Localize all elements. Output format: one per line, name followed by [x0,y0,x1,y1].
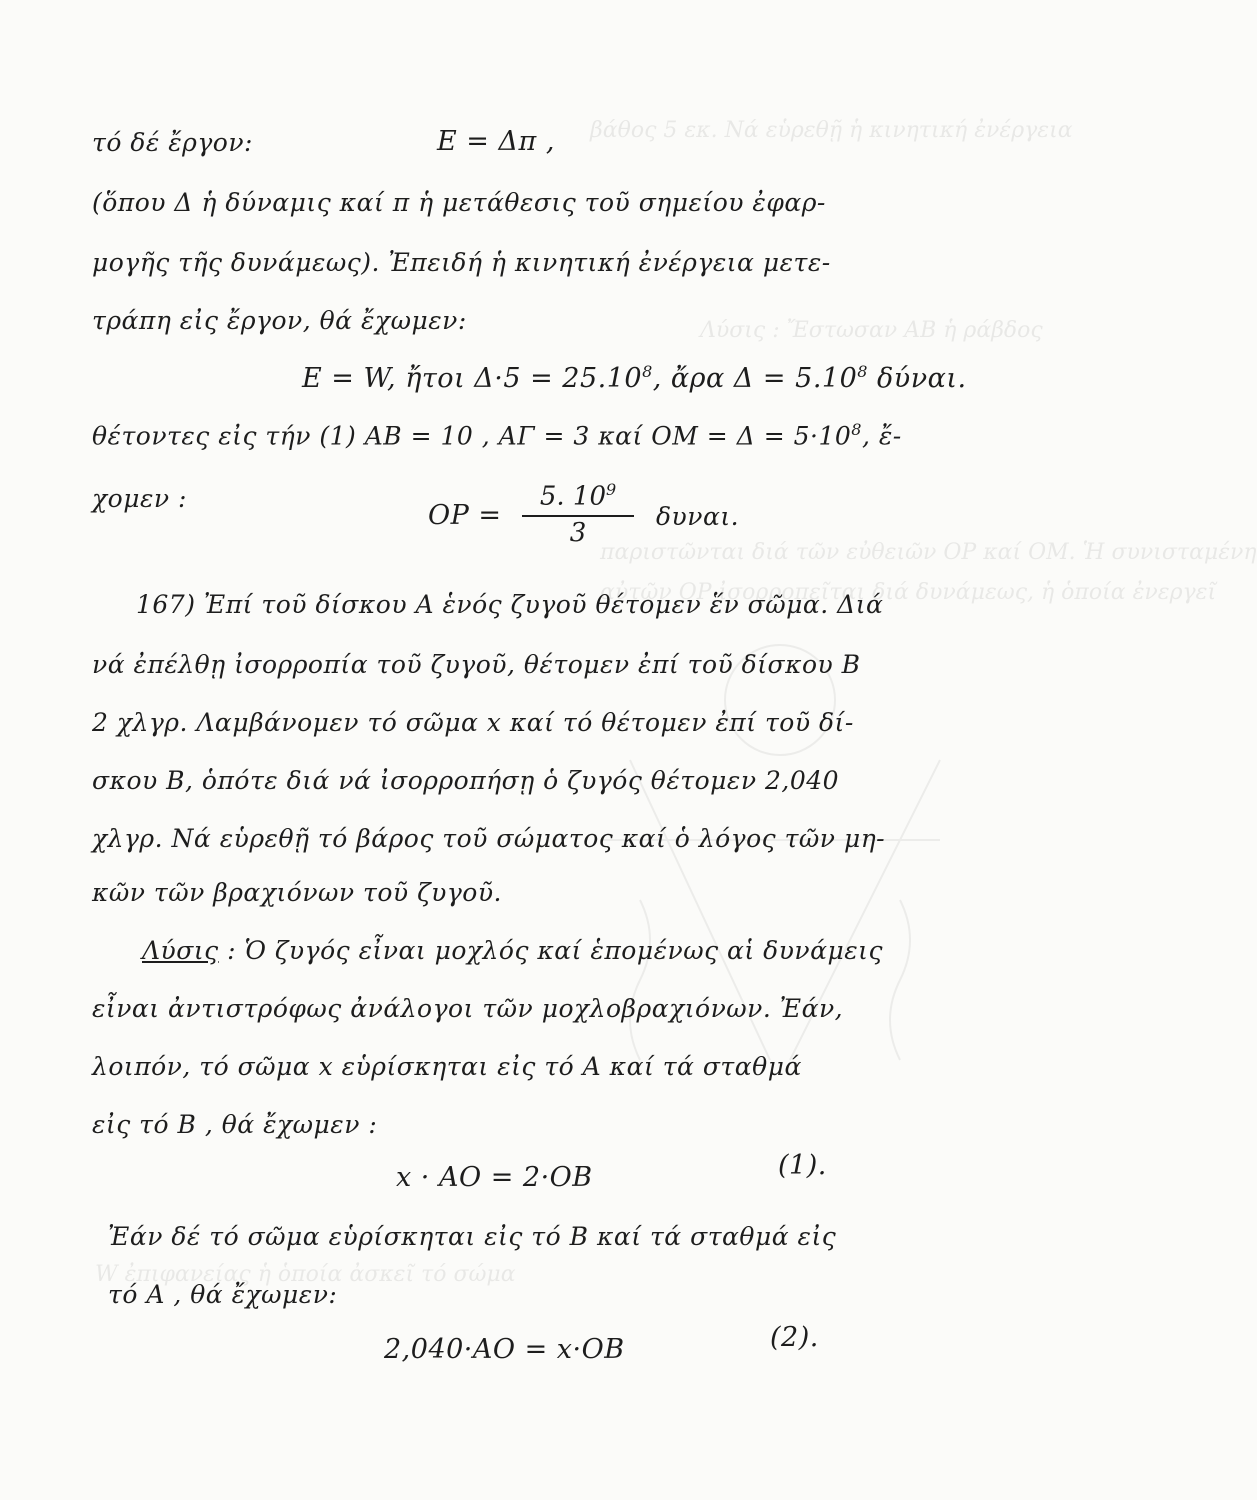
text-line: εἶναι ἀντιστρόφως ἀνάλογοι τῶν μοχλοβραχιόνων. Ἐάν, [92,994,844,1023]
bleed-text: αὐτῶν OP ἰσορροπεῖται διά δυνάμεως, ἡ ὁποία ἐνεργεῖ [600,580,1217,605]
text-line: χομεν : [92,484,187,513]
bleed-text: βάθος 5 εκ. Νά εὑρεθῇ ἡ κινητική ἐνέργεια [590,118,1073,143]
text-line [92,420,902,450]
text-line: (ὅπου Δ ἡ δύναμις καί π ἡ μετάθεσις τοῦ σημείου ἐφαρ- [92,188,826,217]
text-line: λοιπόν, τό σῶμα x εὑρίσκηται εἰς τό A καί τά σταθμά [92,1052,802,1081]
fraction-denominator: 3 [569,518,587,548]
text-line: τό A , θά ἔχωμεν: [108,1280,338,1309]
problem-167-heading: 167) Ἐπί τοῦ δίσκου A ἑνός ζυγοῦ θέτομεν ἕν σῶμα. Διά [136,590,884,619]
exponent: 9 [605,480,617,499]
text-part: θέτοντες εἰς τήν (1) AB = 10 , AΓ = 3 καί OM = Δ = 5·10 [92,421,852,451]
fraction-numerator [522,480,634,512]
fraction-lhs: OP = [428,500,502,531]
text-line: Ἐάν δέ τό σῶμα εὑρίσκηται εἰς τό B καί τά σταθμά εἰς [108,1222,837,1251]
solution-line [142,936,883,965]
text-line: σκου B, ὁπότε διά νά ἰσορροπήσῃ ὁ ζυγός θέτομεν 2,040 [92,766,840,795]
unit-label: δυναι. [656,502,740,531]
text-line: νά ἐπέλθῃ ἰσορροπία τοῦ ζυγοῦ, θέτομεν ἐπί τοῦ δίσκου B [92,650,861,679]
text-line: τό δέ ἔργον: [92,128,253,157]
equation-text: , ἤτοι Δ·5 = 25.10 [387,363,643,394]
bleed-text: Λύσις : Ἔστωσαν AB ἡ ράβδος [700,318,1043,343]
exponent: 8 [857,362,868,381]
equation-2: 2,040·AO = x·OB [384,1334,625,1365]
equation-lhs: E = W [302,363,388,394]
equation-1: x · AO = 2·OB [396,1162,593,1193]
equation-text: δύναι. [867,363,967,394]
solution-label: Λύσις [142,936,219,965]
equation-2-ref: (2). [770,1322,819,1353]
text-line: χλγρ. Νά εὑρεθῇ τό βάρος τοῦ σώματος καί ὁ λόγος τῶν μη- [92,824,886,853]
equation-1-ref: (1). [778,1150,827,1181]
equation-work: E = Δπ , [437,126,555,157]
exponent: 8 [851,420,862,439]
text-line: τράπη εἰς ἔργον, θά ἔχωμεν: [92,306,467,335]
text-line: μογῆς τῆς δυνάμεως). Ἐπειδή ἡ κινητική ἐνέργεια μετε- [92,248,831,277]
exponent: 8 [642,362,653,381]
text-line: εἰς τό B , θά ἔχωμεν : [92,1110,378,1139]
fraction-bar [522,515,634,517]
text-line: 2 χλγρ. Λαμβάνομεν τό σῶμα x καί τό θέτομεν ἐπί τοῦ δί- [92,708,854,737]
bleed-text: W ἐπιφανείας ἡ ὁποία ἀσκεῖ τό σώμα [95,1262,516,1287]
bleed-text: παριστῶνται διά τῶν εὐθειῶν OP καί OM. Ἡ συνισταμένη [600,540,1257,565]
equation-text: , ἄρα Δ = 5.10 [652,363,858,394]
numerator-text: 5. 10 [539,481,606,512]
solution-text: : Ὁ ζυγός εἶναι μοχλός καί ἑπομένως αἱ δυνάμεις [227,936,883,965]
text-line: κῶν τῶν βραχιόνων τοῦ ζυγοῦ. [92,878,502,907]
equation-energy [302,362,967,394]
text-part: , ἔ- [861,421,902,451]
